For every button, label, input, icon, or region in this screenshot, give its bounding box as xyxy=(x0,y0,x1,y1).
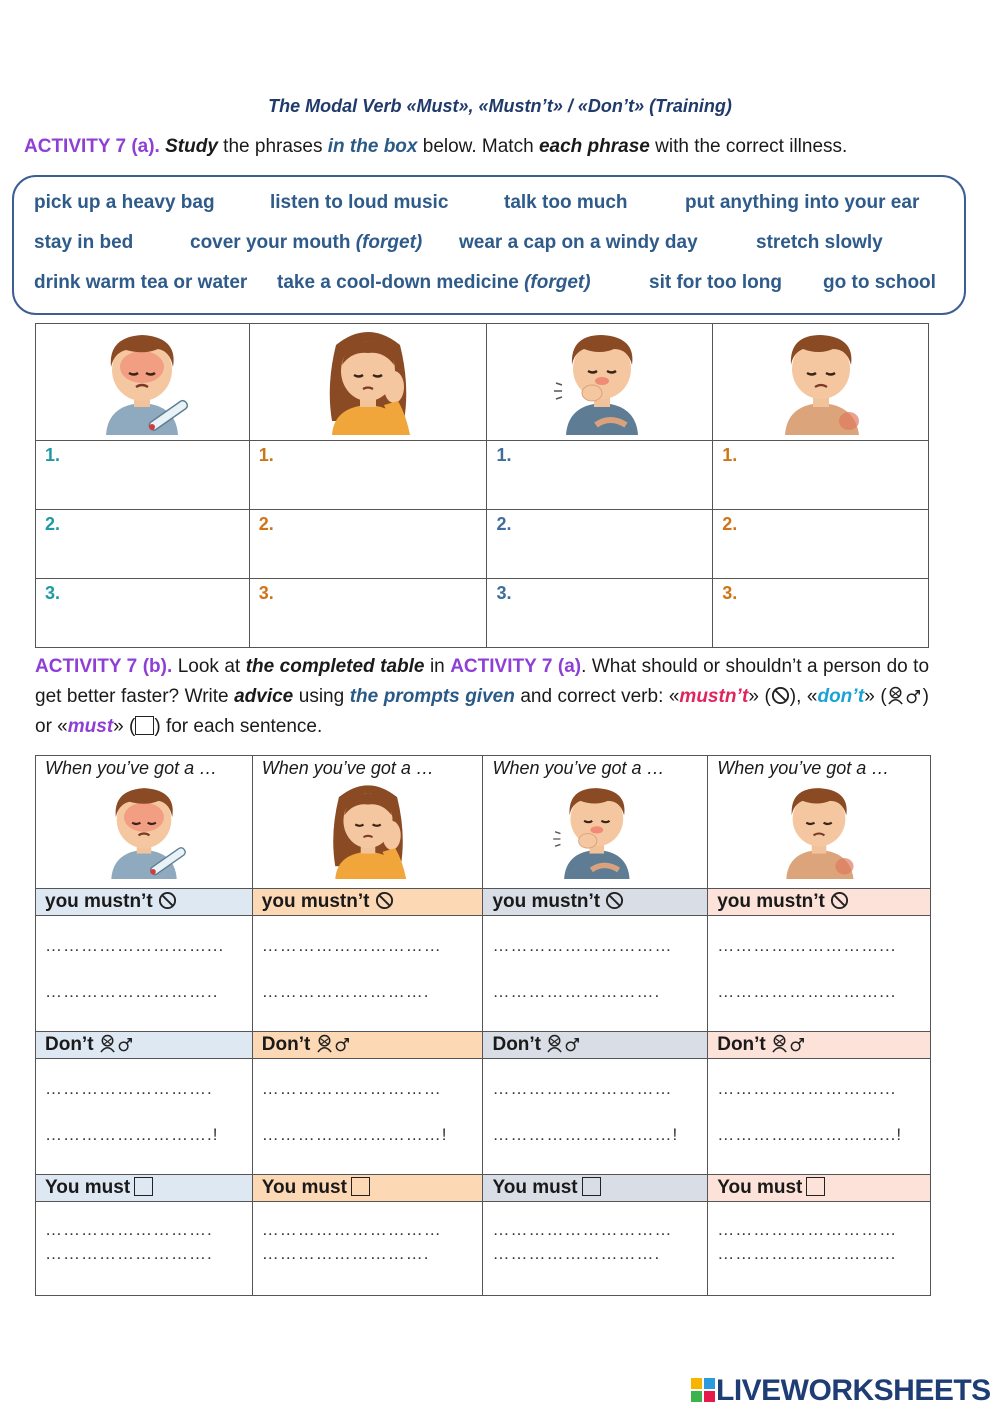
answer-lines[interactable]: ………………………. ……………………….! xyxy=(36,1059,253,1175)
mustnt-band: you mustn’t xyxy=(36,889,253,916)
prohibited-icon xyxy=(830,891,849,910)
people-icon xyxy=(546,1034,582,1053)
answer-cell[interactable]: 1. xyxy=(249,441,487,510)
sore-throat-boy-icon xyxy=(550,325,650,435)
phrase-item: take a cool-down medicine (forget) xyxy=(277,272,591,293)
answer-cell[interactable]: 3. xyxy=(249,579,487,648)
must-band: You must xyxy=(252,1175,483,1202)
mustnt-band: you mustn’t xyxy=(483,889,708,916)
answer-lines[interactable]: ………………………… …………………………! xyxy=(483,1059,708,1175)
phrase-item: cover your mouth (forget) xyxy=(190,232,423,253)
checkbox-icon xyxy=(351,1177,370,1196)
phrase-item: stay in bed xyxy=(34,232,134,253)
must-band: You must xyxy=(708,1175,931,1202)
answer-cell[interactable]: 3. xyxy=(36,579,250,648)
answer-lines[interactable]: ………………………… …………………………! xyxy=(252,1059,483,1175)
fever-boy-icon xyxy=(92,325,192,435)
phrase-item: talk too much xyxy=(504,192,628,213)
phrase-item: pick up a heavy bag xyxy=(34,192,215,213)
checkbox-icon xyxy=(135,716,154,735)
must-band: You must xyxy=(36,1175,253,1202)
answer-cell[interactable]: 3. xyxy=(713,579,929,648)
illness-picture-cell xyxy=(36,324,250,441)
answer-lines[interactable]: ………………………… ………………………. xyxy=(483,1202,708,1296)
people-icon xyxy=(771,1034,807,1053)
checkbox-icon xyxy=(806,1177,825,1196)
activity-a-label: ACTIVITY 7 (a). xyxy=(24,136,160,157)
people-icon xyxy=(887,686,923,705)
dont-band: Don’t xyxy=(483,1032,708,1059)
illness-picture-cell xyxy=(713,324,929,441)
activity-b-instructions: ACTIVITY 7 (b). Look at the completed table in ACTIVITY 7 (a). What should or shouldn’t a person do to get better faster? Write advice using the prompts given and correct verb: «mustn’t» ( ), «don’t» ( ) or «must» ( ) for each sentence. xyxy=(35,656,930,737)
phrase-item: sit for too long xyxy=(649,272,782,293)
advice-table: When you’ve got a … When you’ve got a … When you’ve got a … When you’ve got a … you mustn’t you mustn’t you mustn’t you mustn’t ………………………... ……………………….. ………………………… ………………………. ………………………… ………………………. ………………………... ………………………... Don’t Don’t Don’t Don’t ………………………. ……………………….! ………………………… …………………………! ………………………… …………………………! ………………………... ………………………...! You must You must You must You must ………………………. ………………………. ………………………… ………………………. ………………………… ………………………. ………………………… ………………………... xyxy=(35,755,931,1296)
phrase-item: go to school xyxy=(823,272,936,293)
answer-cell[interactable]: 2. xyxy=(36,510,250,579)
logo-icon xyxy=(690,1377,716,1403)
answer-cell[interactable]: 3. xyxy=(487,579,713,648)
people-icon xyxy=(99,1034,135,1053)
activity-a-instructions: ACTIVITY 7 (a). Study the phrases in the box below. Match each phrase with the correct illness. xyxy=(24,136,848,157)
answer-cell[interactable]: 2. xyxy=(713,510,929,579)
dont-band: Don’t xyxy=(708,1032,931,1059)
dont-band: Don’t xyxy=(252,1032,483,1059)
answer-lines[interactable]: ………………………... ………………………...! xyxy=(708,1059,931,1175)
answer-cell[interactable]: 2. xyxy=(487,510,713,579)
checkbox-icon xyxy=(582,1177,601,1196)
illness-picture-cell xyxy=(487,324,713,441)
prohibited-icon xyxy=(605,891,624,910)
phrase-item: listen to loud music xyxy=(270,192,449,213)
earache-girl-icon xyxy=(322,779,414,879)
earache-girl-icon xyxy=(318,325,418,435)
answer-lines[interactable]: ………………………. ………………………. xyxy=(36,1202,253,1296)
dont-band: Don’t xyxy=(36,1032,253,1059)
mustnt-band: you mustn’t xyxy=(252,889,483,916)
answer-lines[interactable]: ………………………... ……………………….. xyxy=(36,916,253,1032)
illness-picture-cell xyxy=(249,324,487,441)
phrase-box xyxy=(12,175,966,315)
sore-throat-boy-icon xyxy=(549,779,641,879)
must-band: You must xyxy=(483,1175,708,1202)
prohibited-icon xyxy=(158,891,177,910)
answer-lines[interactable]: ………………………… ………………………. xyxy=(483,916,708,1032)
liveworksheets-logo[interactable]: LIVEWORKSHEETS xyxy=(690,1374,991,1408)
answer-lines[interactable]: ………………………… ………………………... xyxy=(708,1202,931,1296)
checkbox-icon xyxy=(134,1177,153,1196)
mustnt-band: you mustn’t xyxy=(708,889,931,916)
phrase-item: put anything into your ear xyxy=(685,192,920,213)
backache-boy-icon xyxy=(773,779,865,879)
phrase-item: drink warm tea or water xyxy=(34,272,248,293)
answer-cell[interactable]: 1. xyxy=(487,441,713,510)
answer-lines[interactable]: ………………………... ………………………... xyxy=(708,916,931,1032)
backache-boy-icon xyxy=(771,325,871,435)
matching-table xyxy=(35,323,929,648)
answer-cell[interactable]: 2. xyxy=(249,510,487,579)
fever-boy-icon xyxy=(98,779,190,879)
page-title: The Modal Verb «Must», «Mustn’t» / «Don’t» (Training) xyxy=(268,96,732,116)
answer-cell[interactable]: 1. xyxy=(713,441,929,510)
answer-lines[interactable]: ………………………… ………………………. xyxy=(252,1202,483,1296)
prohibited-icon xyxy=(771,686,790,705)
prohibited-icon xyxy=(375,891,394,910)
answer-lines[interactable]: ………………………… ………………………. xyxy=(252,916,483,1032)
phrase-item: stretch slowly xyxy=(756,232,883,253)
phrase-item: wear a cap on a windy day xyxy=(459,232,698,253)
people-icon xyxy=(316,1034,352,1053)
answer-cell[interactable]: 1. xyxy=(36,441,250,510)
